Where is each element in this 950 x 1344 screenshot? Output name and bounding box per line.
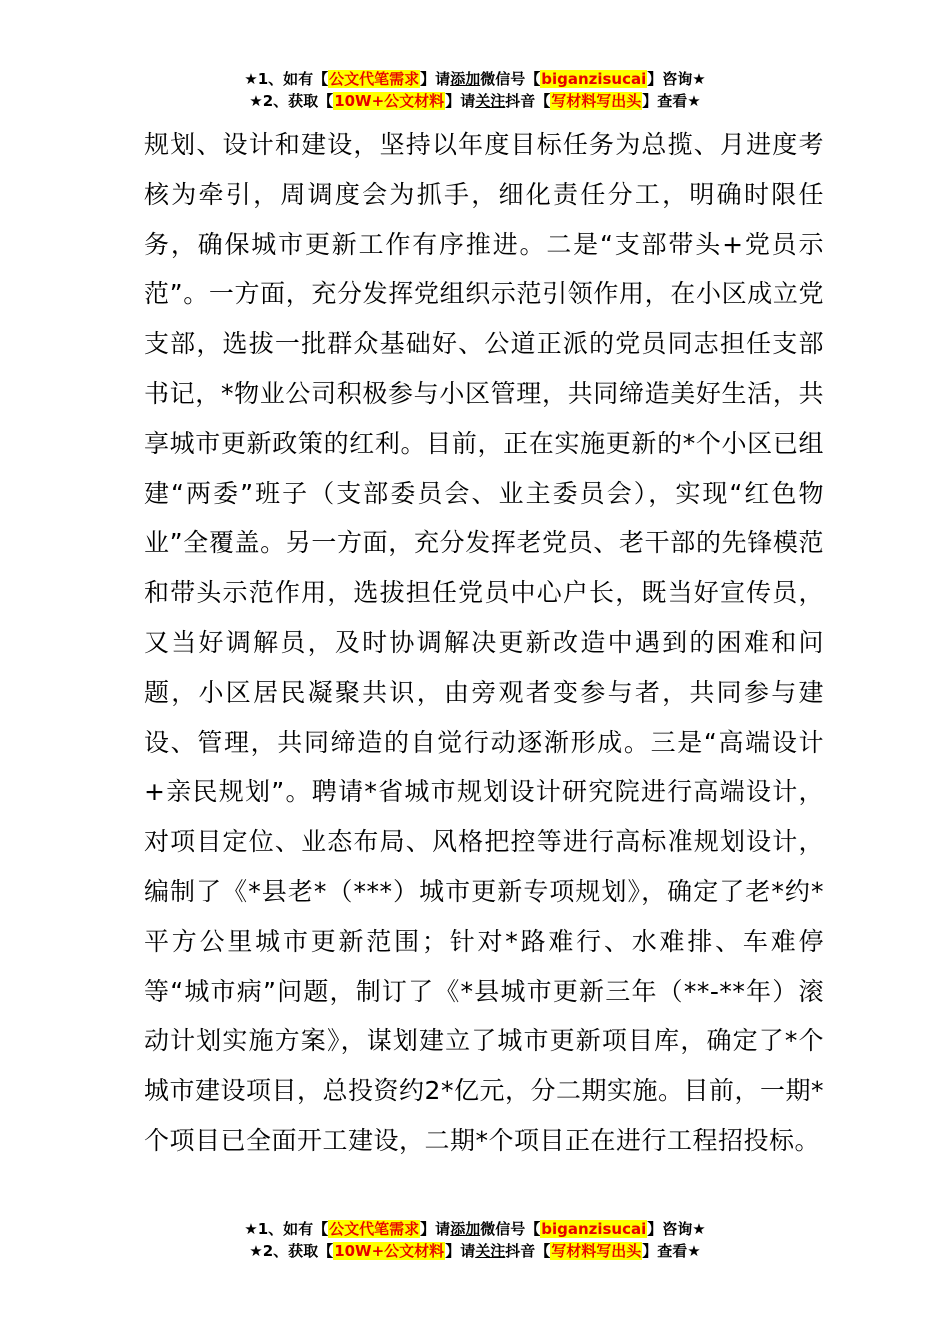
footer-line-1-highlight-service: 公文代笔需求: [329, 1220, 420, 1238]
footer-line-2-underline: 关注: [475, 1242, 506, 1260]
footer-line-1-underline: 添加: [450, 1220, 481, 1238]
banner-line-2-prefix: ★2、获取【: [249, 92, 334, 110]
footer-line-2-middle-b: 抖音【: [505, 1242, 551, 1260]
banner-line-2: [0, 91, 950, 113]
banner-line-1-middle-b: 微信号【: [480, 70, 541, 88]
banner-line-1-highlight-wechat: biganzisucai: [541, 70, 647, 88]
banner-line-1-prefix: ★1、如有【: [244, 70, 329, 88]
footer-line-2-highlight-materials: 10W+公文材料: [334, 1242, 445, 1260]
footer-line-1-middle-a: 】请: [420, 1220, 451, 1238]
footer-banner-line-1: [0, 1219, 950, 1241]
banner-line-2-middle-b: 抖音【: [505, 92, 551, 110]
banner-line-1-highlight-service: 公文代笔需求: [329, 70, 420, 88]
footer-line-1-middle-b: 微信号【: [480, 1220, 541, 1238]
body-paragraph: 规划、设计和建设，坚持以年度目标任务为总揽、月进度考核为牵引，周调度会为抓手，细化责任分工，明确时限任务，确保城市更新工作有序推进。二是“支部带头+党员示范”。一方面，充分发挥党组织示范引领作用，在小区成立党支部，选拔一批群众基础好、公道正派的党员同志担任支部书记，*物业公司积极参与小区管理，共同缔造美好生活，共享城市更新政策的红利。目前，正在实施更新的*个小区已组建“两委”班子（支部委员会、业主委员会），实现“红色物业”全覆盖。另一方面，充分发挥老党员、老干部的先锋模范和带头示范作用，选拔担任党员中心户长，既当好宣传员，又当好调解员，及时协调解决更新改造中遇到的困难和问题，小区居民凝聚共识，由旁观者变参与者，共同参与建设、管理，共同缔造的自觉行动逐渐形成。三是“高端设计+亲民规划”。聘请*省城市规划设计研究院进行高端设计，对项目定位、业态布局、风格把控等进行高标准规划设计，编制了《*县老*（***）城市更新专项规划》，确定了老*约*平方公里城市更新范围；针对*路难行、水难排、车难停等“城市病”问题，制订了《*县城市更新三年（**-**年）滚动计划实施方案》，谋划建立了城市更新项目库，确定了*个城市建设项目，总投资约2*亿元，分二期实施。目前，一期*个项目已全面开工建设，二期*个项目正在进行工程招投标。: [144, 130, 824, 1155]
banner-line-1-middle-a: 】请: [420, 70, 451, 88]
banner-line-2-middle-a: 】请: [445, 92, 476, 110]
footer-line-2-middle-a: 】请: [445, 1242, 476, 1260]
footer-banner: [0, 1219, 950, 1263]
footer-line-1-highlight-wechat: biganzisucai: [541, 1220, 647, 1238]
banner-line-1-underline: 添加: [450, 70, 481, 88]
banner-line-2-highlight-materials: 10W+公文材料: [334, 92, 445, 110]
footer-line-2-prefix: ★2、获取【: [249, 1242, 334, 1260]
banner-line-2-underline: 关注: [475, 92, 506, 110]
banner-line-1: [0, 69, 950, 91]
footer-line-2-highlight-douyin: 写材料写出头: [551, 1242, 642, 1260]
footer-line-1-prefix: ★1、如有【: [244, 1220, 329, 1238]
banner-line-1-suffix: 】咨询★: [647, 70, 706, 88]
header-banner: [0, 69, 950, 113]
footer-banner-line-2: [0, 1241, 950, 1263]
footer-line-1-suffix: 】咨询★: [647, 1220, 706, 1238]
footer-line-2-suffix: 】查看★: [642, 1242, 701, 1260]
banner-line-2-suffix: 】查看★: [642, 92, 701, 110]
banner-line-2-highlight-douyin: 写材料写出头: [551, 92, 642, 110]
